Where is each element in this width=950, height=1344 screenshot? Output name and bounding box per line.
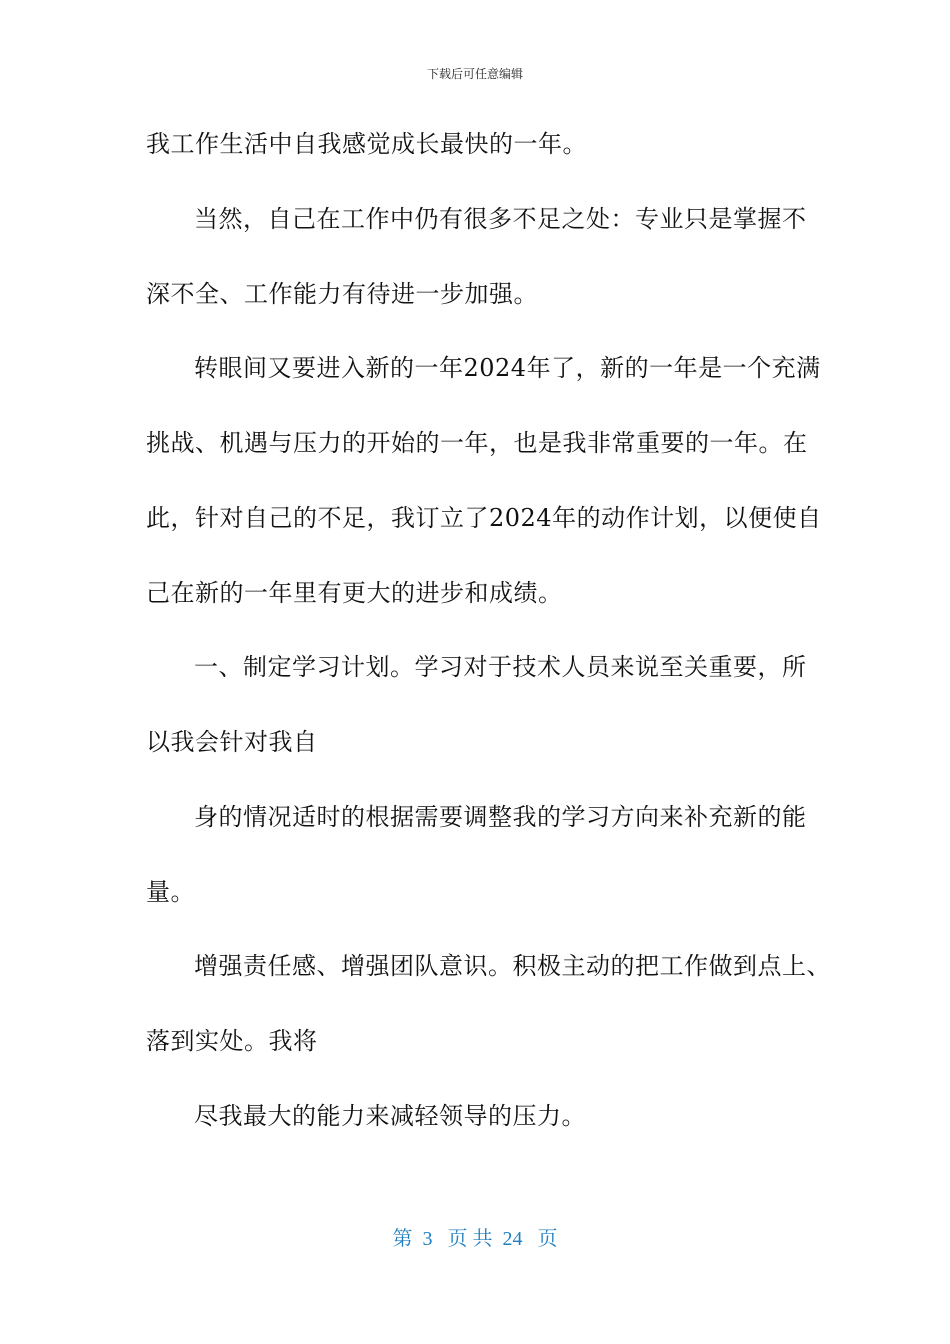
page-number-footer: 第 3 页 共 24 页 bbox=[392, 1228, 558, 1250]
body-line-11: 量。 bbox=[146, 878, 195, 906]
body-line-7: 己在新的一年里有更大的进步和成绩。 bbox=[146, 579, 563, 607]
body-line-13: 落到实处。我将 bbox=[146, 1027, 318, 1055]
body-line-12: 增强责任感、增强团队意识。积极主动的把工作做到点上、 bbox=[194, 952, 831, 980]
body-line-1: 我工作生活中自我感觉成长最快的一年。 bbox=[146, 130, 587, 158]
body-line-3: 深不全、工作能力有待进一步加强。 bbox=[146, 280, 538, 308]
body-line-6: 此，针对自己的不足，我订立了2024年的动作计划，以便使自 bbox=[146, 504, 822, 532]
header-note: 下载后可任意编辑 bbox=[426, 67, 523, 81]
body-line-4: 转眼间又要进入新的一年2024年了，新的一年是一个充满 bbox=[194, 354, 821, 382]
body-line-8: 一、制定学习计划。学习对于技术人员来说至关重要，所 bbox=[194, 653, 807, 681]
body-line-9: 以我会针对我自 bbox=[146, 728, 318, 756]
body-line-14: 尽我最大的能力来减轻领导的压力。 bbox=[194, 1102, 586, 1130]
body-line-10: 身的情况适时的根据需要调整我的学习方向来补充新的能 bbox=[194, 803, 807, 831]
body-line-2: 当然，自己在工作中仍有很多不足之处：专业只是掌握不 bbox=[194, 205, 807, 233]
body-line-5: 挑战、机遇与压力的开始的一年，也是我非常重要的一年。在 bbox=[146, 429, 808, 457]
